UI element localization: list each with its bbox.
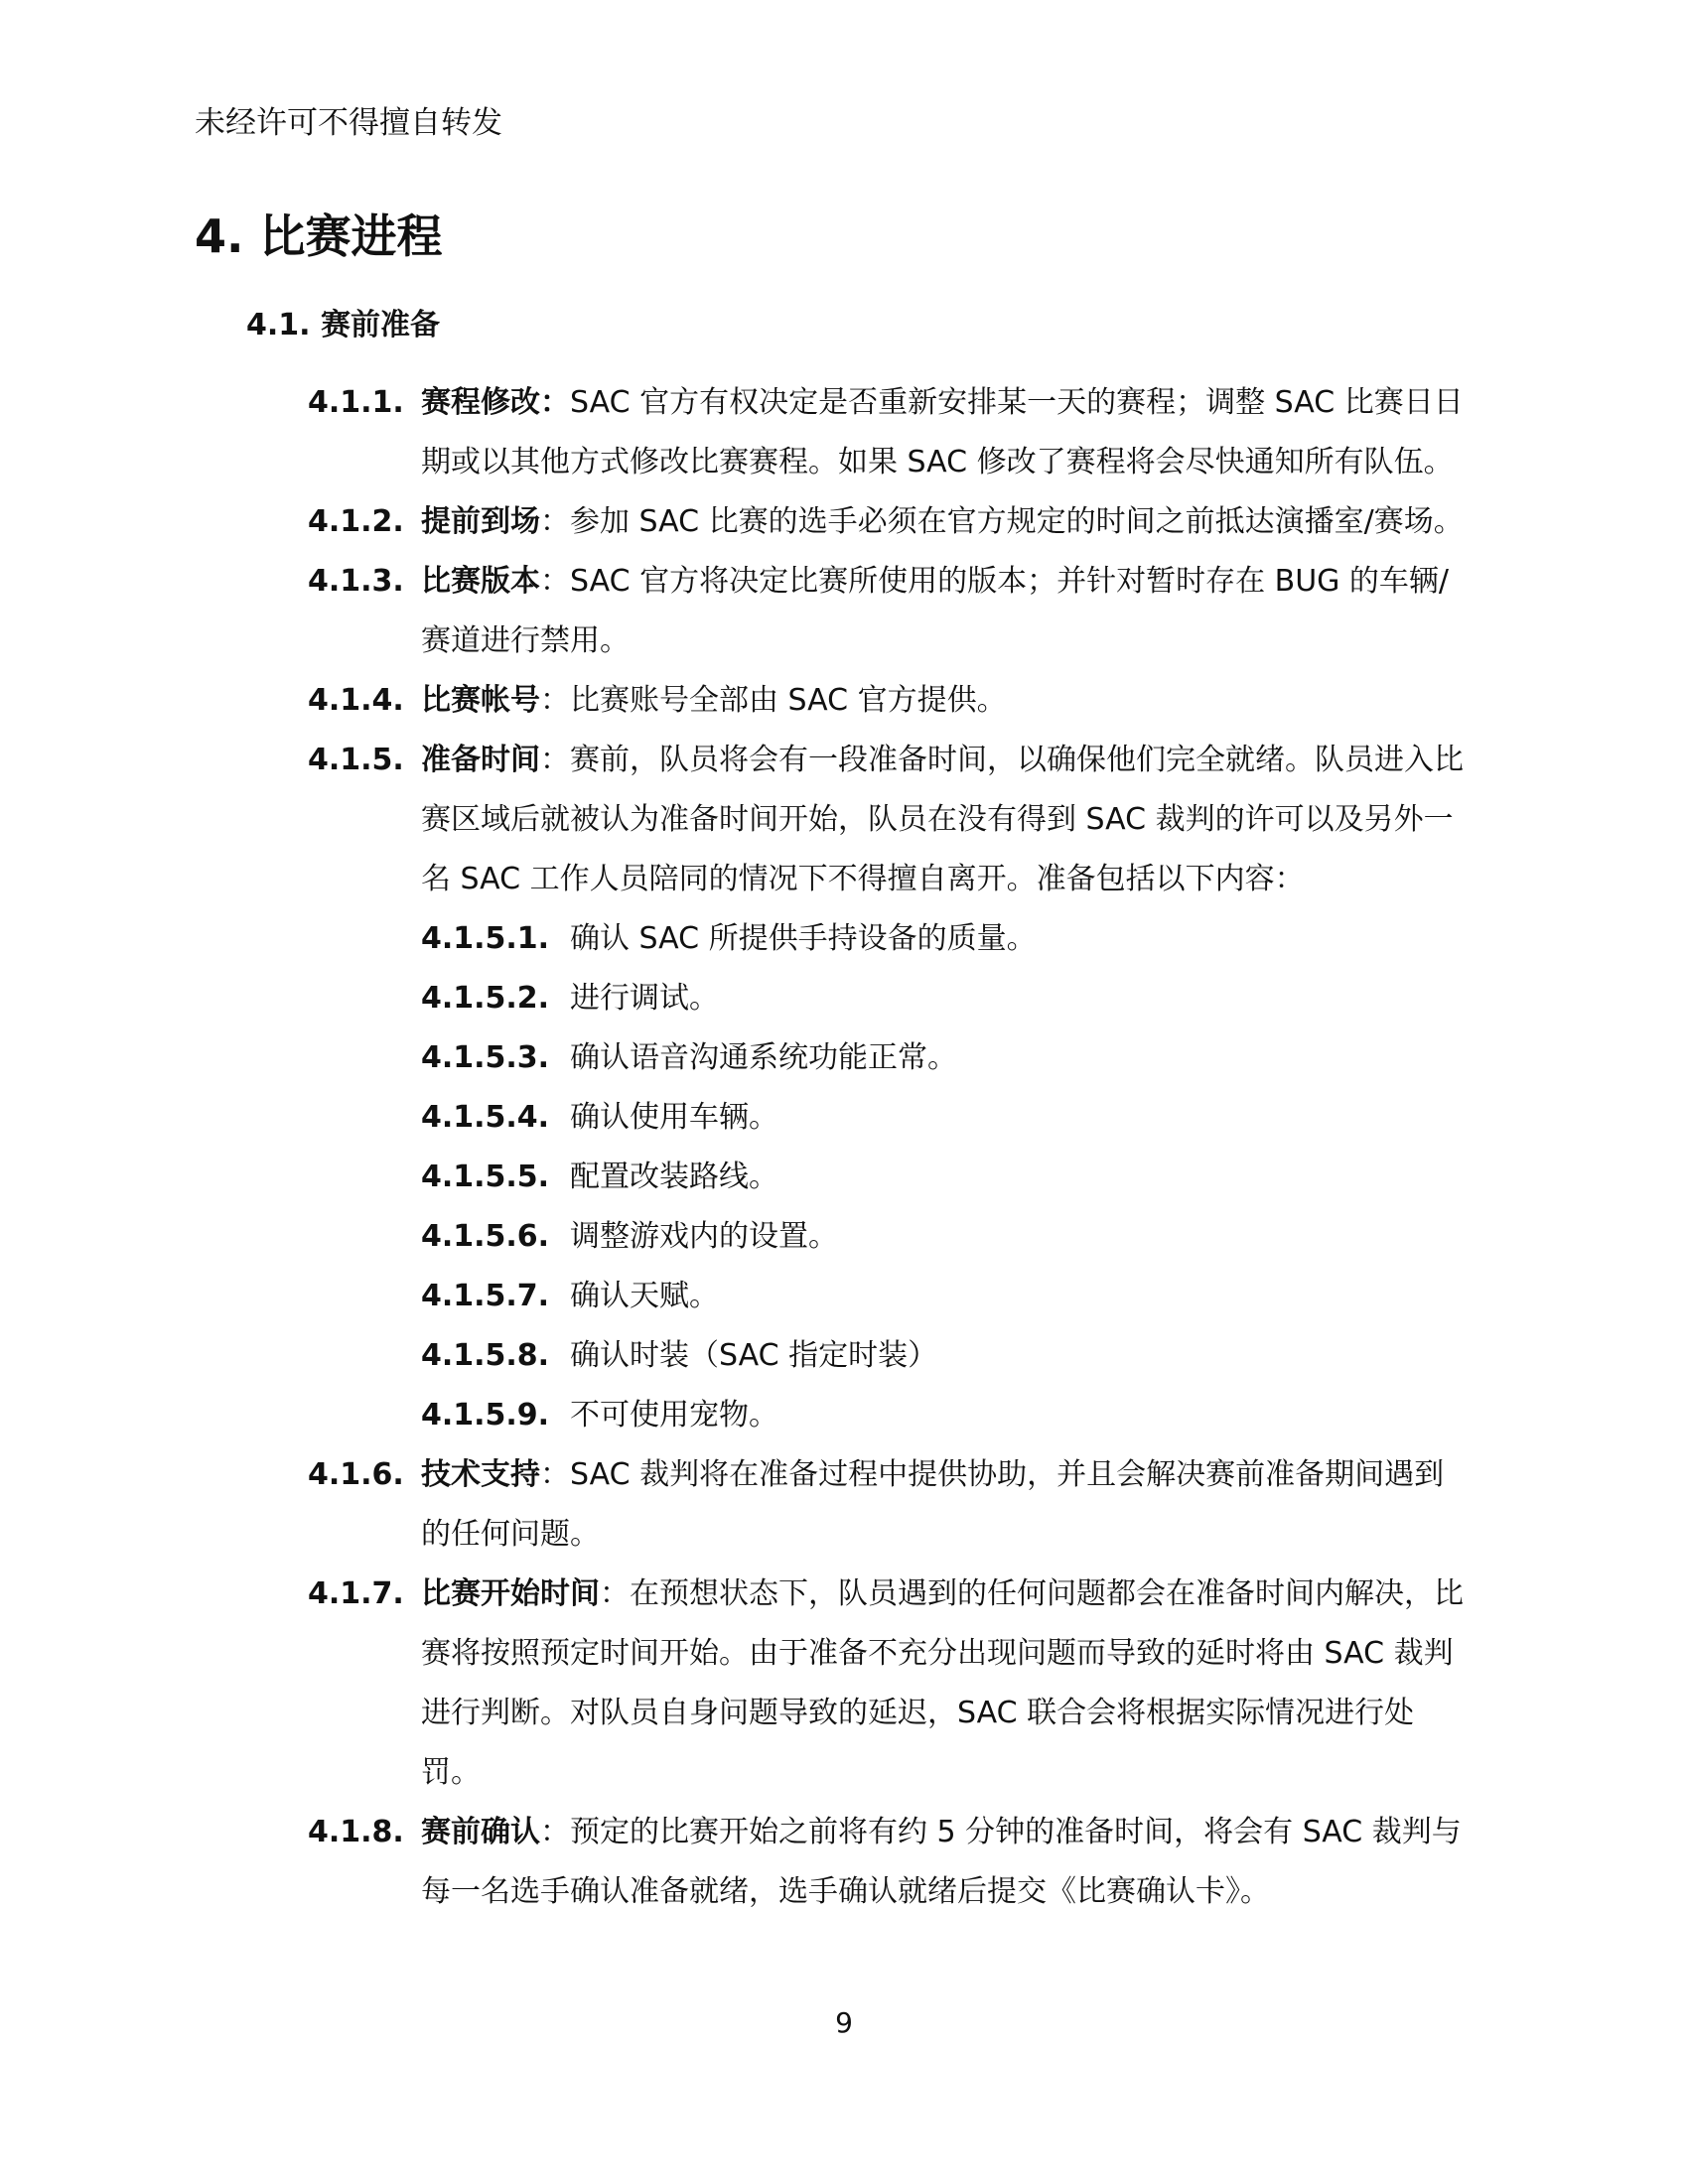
sub-item-number: 4.1.5.3.	[421, 1040, 550, 1075]
item-number: 4.1.6.	[308, 1457, 404, 1492]
item-text	[421, 1565, 1503, 1624]
item-number: 4.1.1.	[308, 385, 404, 420]
item-text-continued: 的任何问题。	[421, 1517, 600, 1552]
sub-item-number: 4.1.5.5.	[421, 1160, 550, 1194]
item-number: 4.1.4.	[308, 683, 404, 718]
item-label: 比赛版本	[421, 564, 540, 599]
item-label: 比赛帐号	[421, 683, 540, 718]
item-number: 4.1.8.	[308, 1815, 404, 1849]
item-text-continued: 赛道进行禁用。	[421, 623, 630, 658]
chapter-title: 4. 比赛进程	[195, 209, 443, 263]
item-number: 4.1.7.	[308, 1576, 404, 1611]
item-text	[421, 492, 1503, 552]
header-note: 未经许可不得擅自转发	[195, 105, 502, 141]
item-body: ：比赛账号全部由 SAC 官方提供。	[540, 683, 1007, 718]
item-body: ：赛前，队员将会有一段准备时间，以确保他们完全就绪。队员进入比	[540, 743, 1464, 777]
item-text	[421, 373, 1503, 433]
item-text-continued: 进行判断。对队员自身问题导致的延迟，SAC 联合会将根据实际情况进行处	[421, 1696, 1415, 1730]
item-label: 赛前确认	[421, 1815, 540, 1849]
sub-item-text: 确认天赋。	[570, 1279, 719, 1313]
item-body: ：参加 SAC 比赛的选手必须在官方规定的时间之前抵达演播室/赛场。	[540, 504, 1464, 539]
sub-item-number: 4.1.5.2.	[421, 981, 550, 1016]
item-number: 4.1.2.	[308, 504, 404, 539]
item-body: SAC 官方有权决定是否重新安排某一天的赛程；调整 SAC 比赛日日	[570, 385, 1464, 420]
sub-item-number: 4.1.5.9.	[421, 1398, 550, 1433]
item-number: 4.1.5.	[308, 743, 404, 777]
sub-item-text: 确认使用车辆。	[570, 1100, 778, 1135]
sub-item-number: 4.1.5.6.	[421, 1219, 550, 1254]
sub-item-text: 调整游戏内的设置。	[570, 1219, 838, 1254]
item-text-continued: 赛区域后就被认为准备时间开始，队员在没有得到 SAC 裁判的许可以及另外一	[421, 802, 1454, 837]
item-body: ：在预想状态下，队员遇到的任何问题都会在准备时间内解决，比	[600, 1576, 1464, 1611]
sub-item-number: 4.1.5.4.	[421, 1100, 550, 1135]
sub-item-number: 4.1.5.1.	[421, 921, 550, 956]
sub-item-text: 确认语音沟通系统功能正常。	[570, 1040, 957, 1075]
sub-item-text: 不可使用宠物。	[570, 1398, 778, 1433]
sub-item-text: 确认时装（SAC 指定时装）	[570, 1338, 938, 1373]
sub-item-number: 4.1.5.7.	[421, 1279, 550, 1313]
item-text-continued: 期或以其他方式修改比赛赛程。如果 SAC 修改了赛程将会尽快通知所有队伍。	[421, 445, 1454, 479]
sub-item-text: 确认 SAC 所提供手持设备的质量。	[570, 921, 1037, 956]
item-number: 4.1.3.	[308, 564, 404, 599]
item-label: 赛程修改：	[421, 385, 570, 420]
sub-item-text: 进行调试。	[570, 981, 719, 1016]
item-text	[421, 1445, 1503, 1505]
item-label: 提前到场	[421, 504, 540, 539]
item-text	[421, 671, 1503, 731]
sub-item-text: 配置改装路线。	[570, 1160, 778, 1194]
item-text	[421, 1803, 1503, 1862]
item-text-continued: 赛将按照预定时间开始。由于准备不充分出现问题而导致的延时将由 SAC 裁判	[421, 1636, 1454, 1671]
item-label: 比赛开始时间	[421, 1576, 600, 1611]
item-text-continued: 名 SAC 工作人员陪同的情况下不得擅自离开。准备包括以下内容：	[421, 862, 1305, 896]
item-label: 准备时间	[421, 743, 540, 777]
item-body: ：SAC 裁判将在准备过程中提供协助，并且会解决赛前准备期间遇到	[540, 1457, 1445, 1492]
item-text	[421, 552, 1503, 612]
item-body: ：SAC 官方将决定比赛所使用的版本；并针对暂时存在 BUG 的车辆/	[540, 564, 1450, 599]
item-text-continued: 罚。	[421, 1755, 481, 1790]
page-number: 9	[835, 2006, 853, 2039]
item-text	[421, 731, 1503, 790]
item-text-continued: 每一名选手确认准备就绪，选手确认就绪后提交《比赛确认卡》。	[421, 1874, 1270, 1909]
section-title: 4.1. 赛前准备	[246, 308, 440, 342]
sub-item-number: 4.1.5.8.	[421, 1338, 550, 1373]
item-label: 技术支持	[421, 1457, 540, 1492]
item-body: ：预定的比赛开始之前将有约 5 分钟的准备时间，将会有 SAC 裁判与	[540, 1815, 1462, 1849]
